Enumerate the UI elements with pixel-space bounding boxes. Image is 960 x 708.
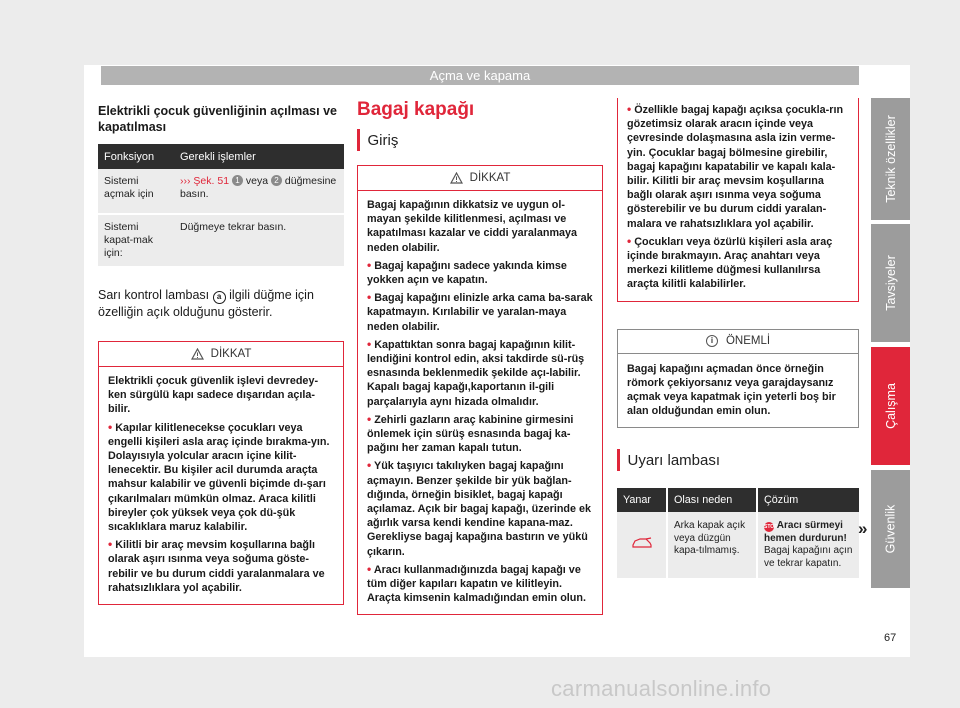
warning-bullet <box>627 102 849 231</box>
table-header-actions: Gerekli işlemler <box>174 144 344 169</box>
warning-triangle-icon <box>450 172 463 184</box>
child-lock-title: Elektrikli çocuk güvenliğinin açılması ve kapatılması <box>98 104 337 134</box>
bullet-icon: • <box>367 458 372 473</box>
table-cell-function: Sistemi açmak için <box>98 169 174 214</box>
ref-figure: Şek. 51 <box>193 175 230 187</box>
table-cell-solution <box>757 512 859 578</box>
warning-intro: Elektrikli çocuk güvenlik işlevi devredey-ken sürgülü kapı sadece dışarıdan açıla-bilir. <box>108 375 319 416</box>
subsection-title: Uyarı lambası <box>627 451 721 469</box>
solution-emphasis: Aracı sürmeyi hemen durdurun! <box>764 520 847 544</box>
warning-body <box>618 98 858 301</box>
bullet-icon: • <box>108 419 113 434</box>
figure-reference-link[interactable] <box>180 175 229 187</box>
warning-bullet <box>367 458 593 558</box>
warning-header <box>358 166 602 191</box>
table-cell-action: Düğmeye tekrar basın. <box>174 214 344 267</box>
warning-bullet <box>367 337 593 409</box>
info-icon: i <box>706 335 718 347</box>
car-tailgate-icon <box>631 537 653 549</box>
tab-label: Güvenlik <box>883 504 898 554</box>
table-header-function: Fonksiyon <box>98 144 174 169</box>
indicator-paragraph <box>98 287 344 320</box>
table-row <box>98 214 344 267</box>
tab-label: Tavsiyeler <box>883 255 898 311</box>
subsection-title: Giriş <box>367 131 399 149</box>
watermark: carmanualsonline.info <box>551 676 772 701</box>
subsection-bar <box>617 449 620 471</box>
solution-text: Bagaj kapağını açın ve tekrar kapatın. <box>764 545 853 569</box>
subsection-warning-lamp <box>617 449 859 471</box>
table-cell-icon <box>617 512 667 578</box>
page-header: Açma ve kapama <box>101 66 859 85</box>
warning-box-continued <box>617 98 859 302</box>
table-header-cause: Olası neden <box>667 488 757 512</box>
bullet-icon: • <box>627 102 632 116</box>
warning-bullet <box>367 290 593 334</box>
continue-arrow-icon: » <box>858 519 868 538</box>
bullet-icon: • <box>367 561 372 576</box>
bullet-icon: • <box>367 257 372 272</box>
table-header-solution: Çözüm <box>757 488 859 512</box>
warning-lamp-table <box>617 488 859 578</box>
para-text-end: ilgili düğme için özelliğin açık olduğunu gösterir. <box>98 288 314 319</box>
indicator-lamp-icon: a <box>213 291 226 304</box>
tab-label: Çalışma <box>883 383 898 429</box>
warning-triangle-icon <box>191 348 204 360</box>
note-title: ÖNEMLİ <box>725 335 771 348</box>
bullet-text: Aracı kullanmadığınızda bagaj kapağı ve tüm diğer kapıları kapatın ve kilitleyin. Araçta kimsenin kalmadığından emin olun. <box>367 563 586 605</box>
warning-bullet <box>367 412 593 456</box>
warning-header <box>99 342 343 367</box>
tab-tips[interactable] <box>871 224 910 342</box>
or-text: veya <box>245 175 269 187</box>
bullet-icon: • <box>367 290 372 305</box>
left-column <box>98 103 344 605</box>
bullet-icon: • <box>367 336 372 351</box>
bullet-text: Bagaj kapağını elinizle arka cama ba-sarak kapatmayın. Kırılabilir ve yaralan-maya neden olabilir. <box>367 292 593 333</box>
callout-2-badge: 2 <box>271 175 282 186</box>
ref-arrows: ››› <box>180 175 191 187</box>
stop-icon: STOP <box>764 524 778 531</box>
warning-body <box>99 367 343 604</box>
note-body: Bagaj kapağını açmadan önce örneğin römork çekiyorsanız veya garajdaysanız açmak veya kapatmak için yeterli boş bir alan olduğundan emin olun. <box>627 362 836 418</box>
warning-bullet <box>367 258 593 287</box>
warning-body <box>358 191 602 614</box>
tab-operation[interactable] <box>871 347 910 465</box>
warning-bullet <box>367 562 593 606</box>
callout-1-badge: 1 <box>232 175 243 186</box>
tab-safety[interactable] <box>871 470 910 588</box>
table-row <box>98 169 344 214</box>
bullet-text: Kapılar kilitlenecekse çocukları veya engelli kişileri asla araç içinde bırakma-yın. Dolayısıyla yolcular aracın içine kilit-lenecektir. Bu kişiler acil durumda araçta mahsur kalabilir ve güvenli biçimde dı-şarı çıkarılmaları mümkün olmaz. Araca kilitli bireyler çok yüksek veya çok dü-şük sıcaklıklara maruz kalabilir. <box>108 421 330 534</box>
warning-intro: Bagaj kapağının dikkatsiz ve uygun ol-mayan şekilde kilitlenmesi, açılması ve kapatılması kazalar ve ciddi yaralanmaya neden olabilir. <box>367 199 578 254</box>
page-number: 67 <box>884 632 897 644</box>
para-text-start: Sarı kontrol lambası <box>98 288 210 302</box>
warning-bullet <box>627 234 849 292</box>
action-tail: düğmesine basın. <box>180 175 337 200</box>
bullet-text: Çocukları veya özürlü kişileri asla araç içinde bırakmayın. Araç anahtarı veya merkezi kilitleme düğmesi kullanılırsa araçta kilitli kalabilirler. <box>627 235 833 291</box>
bullet-icon: • <box>367 411 372 426</box>
bullet-icon: • <box>108 537 113 552</box>
bullet-icon: • <box>627 233 632 248</box>
warning-box-child-lock <box>98 341 344 605</box>
warning-box-tailgate <box>357 165 603 615</box>
tab-technical-specs[interactable] <box>871 98 910 220</box>
tab-label: Teknik özellikler <box>883 115 898 203</box>
table-cell-function: Sistemi kapat-mak için: <box>98 214 174 267</box>
warning-title: DİKKAT <box>469 172 511 184</box>
bullet-text: Kilitli bir araç mevsim koşullarına bağlı olarak aşırı ısınma veya soğuma göste-rebilir ve bu durum ciddi yaralanmalara ve rahatsızlıklara yol açabilir. <box>108 539 325 594</box>
function-table <box>98 144 344 268</box>
table-cell-cause: Arka kapak açık veya düzgün kapa-tılmamış. <box>667 512 757 578</box>
table-header-lights: Yanar <box>617 488 667 512</box>
right-column <box>617 98 859 578</box>
bullet-text: Yük taşıyıcı takılıyken bagaj kapağını açmayın. Benzer şekilde bir yük bağlan-dığında, örneğin bisiklet, bagaj kapağı açılamaz. Açık bir bagaj kapağı, üzerinde ek ağırlık varsa kendi kendine kapana-maz. Gerekliyse bagaj kapağına bastırın ve yükü çıkarın. <box>367 460 592 558</box>
note-box-important <box>617 329 859 429</box>
warning-title: DİKKAT <box>210 348 252 360</box>
warning-bullet <box>108 537 334 595</box>
warning-bullet <box>108 420 334 535</box>
subsection-bar <box>357 129 360 151</box>
bullet-text: Zehirli gazların araç kabinine girmesini önlemek için sürüş esnasında bagaj ka-pağını her zaman kapalı tutun. <box>367 413 574 455</box>
section-title-tailgate: Bagaj kapağı <box>357 99 475 120</box>
note-header <box>618 330 858 354</box>
bullet-text: Özellikle bagaj kapağı açıksa çocukla-rın gözetimsiz olarak aracın içinde veya çevresinde dolaşmasına asla izin verme-yin. Çocuklar bagaj bölmesine girebilir, bagaj kapağını kapatabilir ve kapalı kala-bilir. Kilitli bir araç mevsim koşullarına bağlı olarak aşırı ısınma veya soğuma gösterebilir ve bu durum ciddi yaralan-malara ve rahatsızlıklara yol açabilir. <box>627 104 844 230</box>
table-cell-action <box>174 169 344 214</box>
bullet-text: Kapattıktan sonra bagaj kapağının kilit-lendiğini kontrol edin, aksi takdirde sü-rüş esnasında beklenmedik şekilde açı-labilir. Kapalı bagaj kapağı,kaportanın il-gili parçalarıyla aynı hizada olmalıdır. <box>367 338 585 408</box>
subsection-intro <box>357 129 603 151</box>
table-row <box>617 512 859 578</box>
bullet-text: Bagaj kapağını sadece yakında kimse yokken açın ve kapatın. <box>367 259 567 287</box>
middle-column <box>357 98 603 615</box>
